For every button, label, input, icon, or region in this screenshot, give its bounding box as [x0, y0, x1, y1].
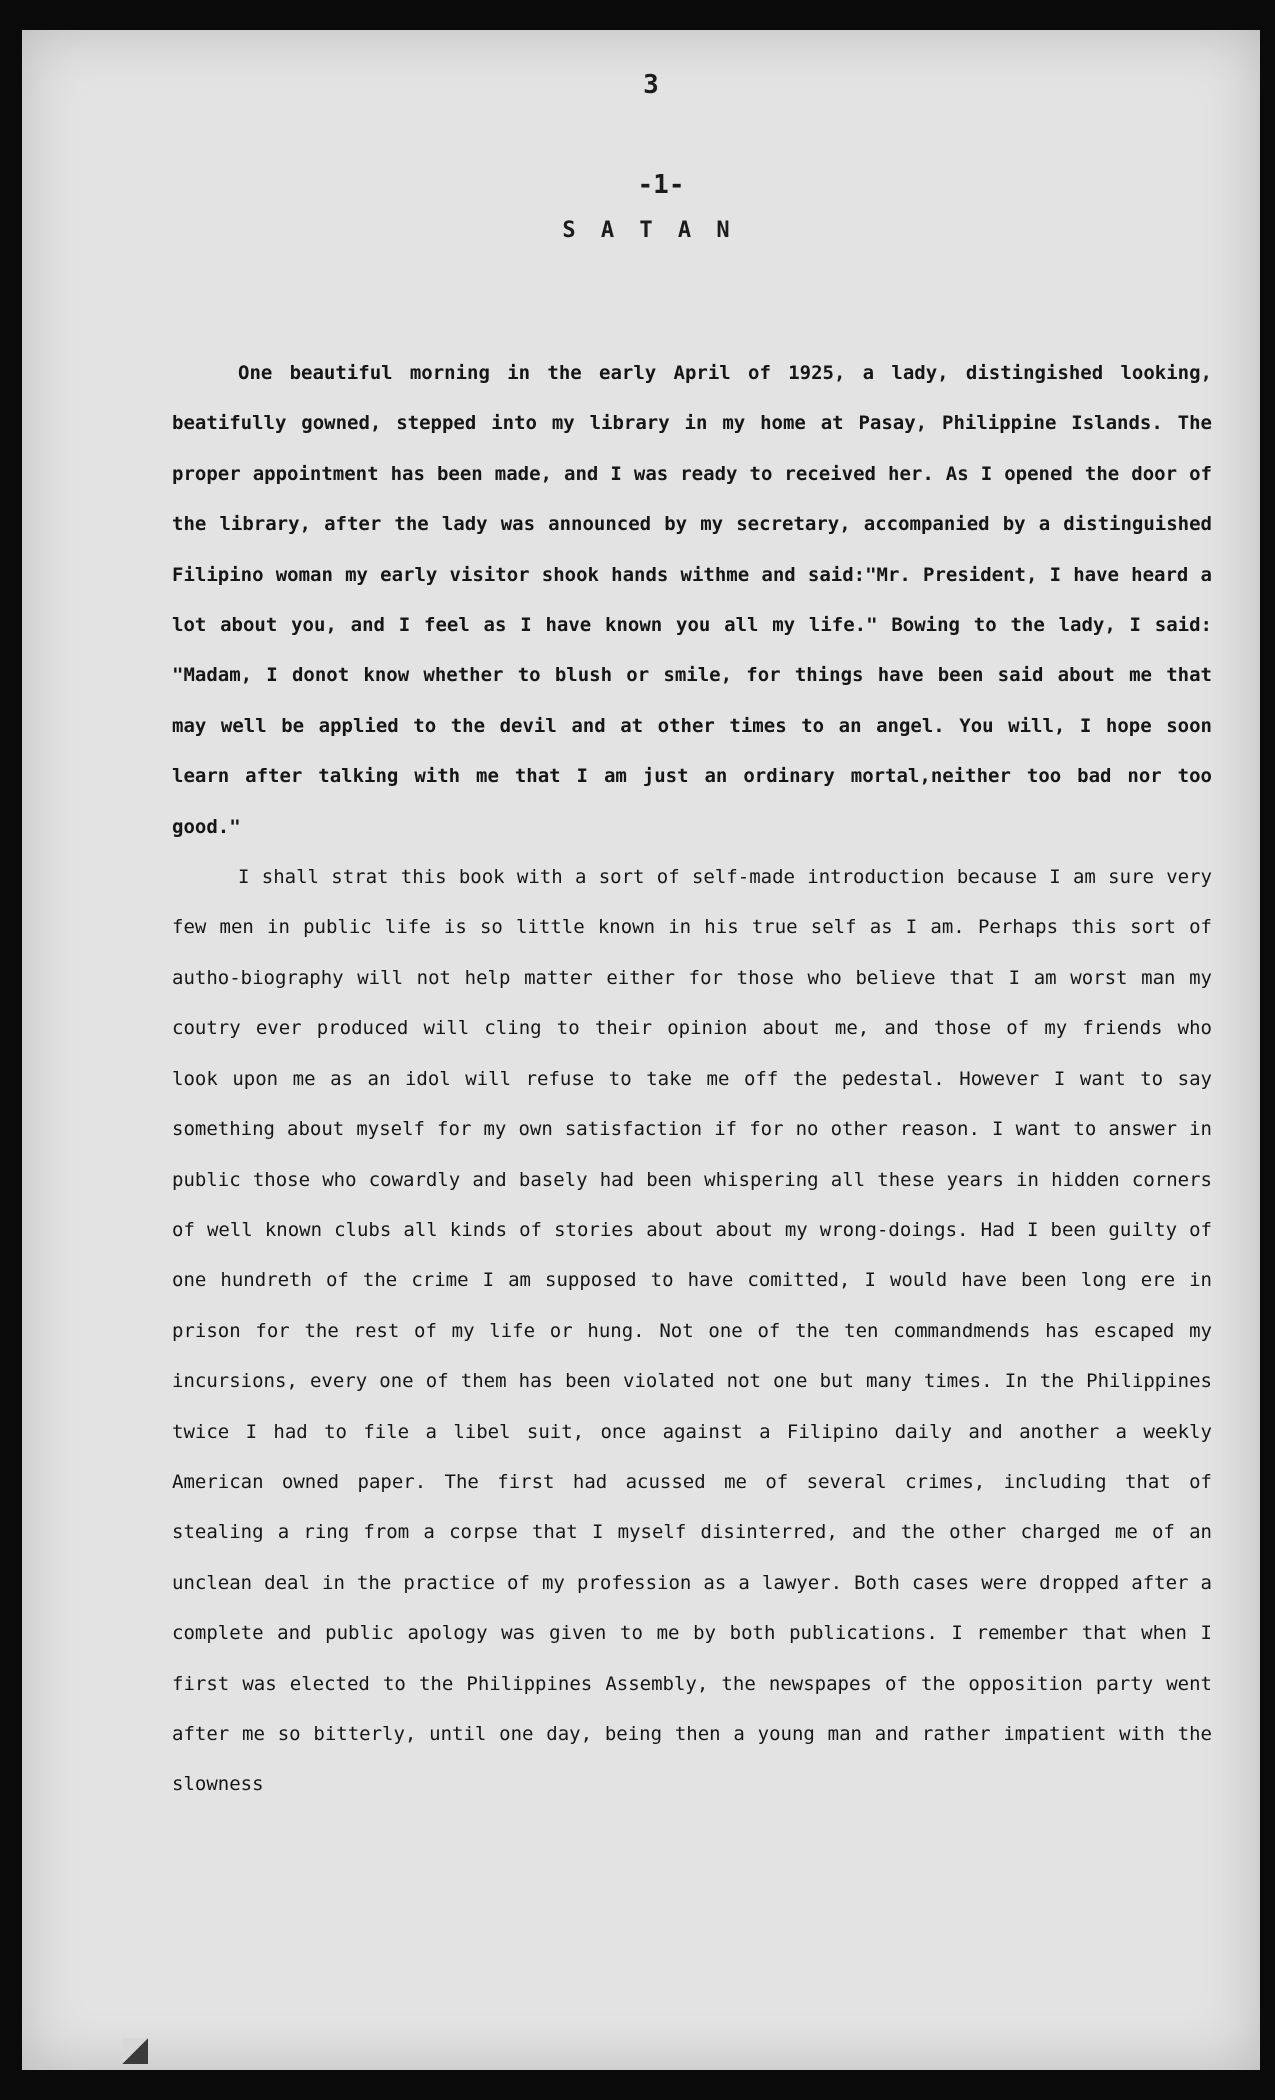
chapter-number: -1-	[637, 170, 685, 200]
body-text	[172, 348, 1212, 1810]
paragraph-1: One beautiful morning in the early April of 1925, a lady, distingished looking, beatifully gowned, stepped into my library in my home at Pasay, Philippine Islands. The proper appointment has been made, and I was ready to received her. As I opened the door of the library, after the lady was announced by my secretary, accompanied by a distinguished Filipino woman my early visitor shook hands withme and said:"Mr. President, I have heard a lot about you, and I feel as I have known you all my life." Bowing to the lady, I said: "Madam, I donot know whether to blush or smile, for things have been said about me that may well be applied to the devil and at other times to an angel. You will, I hope soon learn after talking with me that I am just an ordinary mortal,neither too bad nor too good."	[172, 362, 1212, 838]
page-number: 3	[643, 70, 659, 100]
page-fold-corner	[122, 2038, 148, 2064]
document-page	[22, 30, 1260, 2070]
chapter-title: S A T A N	[562, 218, 736, 243]
paragraph-2: I shall strat this book with a sort of self-made introduction because I am sure very few men in public life is so little known in his true self as I am. Perhaps this sort of autho-biography will not help matter either for those who believe that I am worst man my coutry ever produced will cling to their opinion about me, and those of my friends who look upon me as an idol will refuse to take me off the pedestal. However I want to say something about myself for my own satisfaction if for no other reason. I want to answer in public those who cowardly and basely had been whispering all these years in hidden corners of well known clubs all kinds of stories about about my wrong-doings. Had I been guilty of one hundreth of the crime I am supposed to have comitted, I would have been long ere in prison for the rest of my life or hung. Not one of the ten commandmends has escaped my incursions, every one of them has been violated not one but many times. In the Philippines twice I had to file a libel suit, once against a Filipino daily and another a weekly American owned paper. The first had acussed me of several crimes, including that of stealing a ring from a corpse that I myself disinterred, and the other charged me of an unclean deal in the practice of my profession as a lawyer. Both cases were dropped after a complete and public apology was given to me by both publications. I remember that when I first was elected to the Philippines Assembly, the newspapes of the opposition party went after me so bitterly, until one day, being then a young man and rather impatient with the slowness	[172, 866, 1212, 1796]
